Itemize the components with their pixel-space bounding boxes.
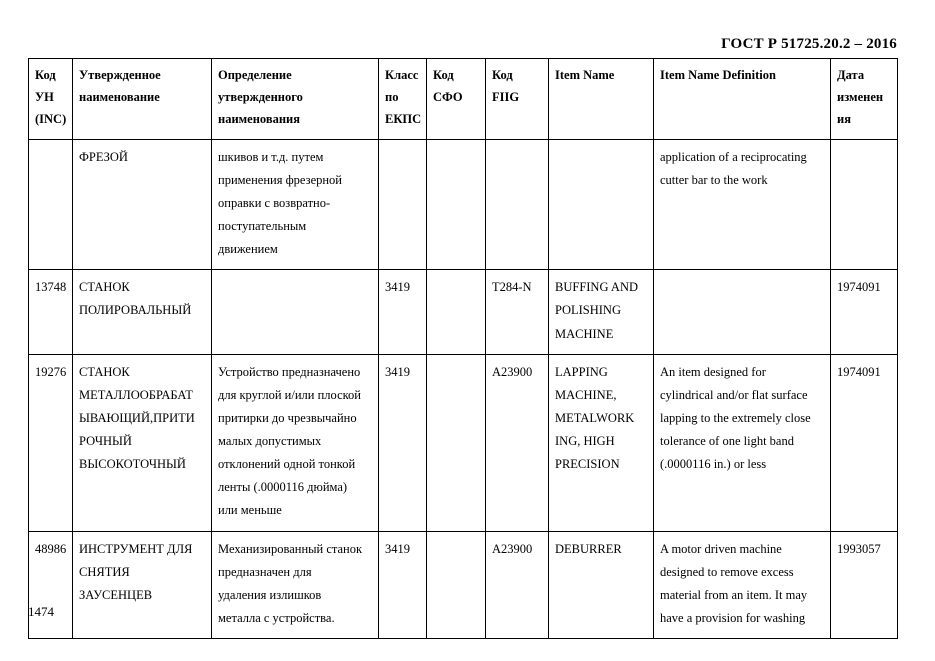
- cell-code-un: [29, 139, 73, 270]
- cell-code-un: 13748: [29, 270, 73, 354]
- table-header-row: [29, 59, 898, 140]
- table-row: [29, 139, 898, 270]
- col-header-definition: Определение утвержденного наименования: [212, 59, 379, 140]
- cell-item-name: BUFFING AND POLISHING MACHINE: [549, 270, 654, 354]
- cell-sfo-code: [427, 531, 486, 639]
- cell-definition: [212, 270, 379, 354]
- cell-approved-name: ФРЕЗОЙ: [73, 139, 212, 270]
- table-row: [29, 354, 898, 531]
- col-header-code-un: Код УН (INC): [29, 59, 73, 140]
- col-header-fiig-code: Код FIIG: [486, 59, 549, 140]
- standard-header: ГОСТ Р 51725.20.2 – 2016: [721, 36, 897, 52]
- col-header-ekps-class: Класс по ЕКПС: [379, 59, 427, 140]
- cell-change-date: 1974091: [831, 354, 898, 531]
- cell-sfo-code: [427, 139, 486, 270]
- cell-item-name: DEBURRER: [549, 531, 654, 639]
- col-header-item-name-definition: Item Name Definition: [654, 59, 831, 140]
- cell-approved-name: СТАНОК ПОЛИРОВАЛЬНЫЙ: [73, 270, 212, 354]
- cell-item-name-definition: [654, 270, 831, 354]
- cell-definition: Механизированный станок предназначен для удаления излишков металла с устройства.: [212, 531, 379, 639]
- page-number: 1474: [28, 604, 54, 619]
- table-row: [29, 270, 898, 354]
- cell-change-date: [831, 139, 898, 270]
- gost-table: [28, 58, 898, 639]
- cell-fiig-code: A23900: [486, 354, 549, 531]
- cell-fiig-code: A23900: [486, 531, 549, 639]
- cell-sfo-code: [427, 270, 486, 354]
- col-header-sfo-code: Код СФО: [427, 59, 486, 140]
- cell-change-date: 1993057: [831, 531, 898, 639]
- cell-item-name-definition: An item designed for cylindrical and/or flat surface lapping to the extremely close tolerance of one light band (.0000116 in.) or less: [654, 354, 831, 531]
- cell-item-name: [549, 139, 654, 270]
- cell-sfo-code: [427, 354, 486, 531]
- cell-change-date: 1974091: [831, 270, 898, 354]
- cell-item-name: LAPPING MACHINE, METALWORK ING, HIGH PRECISION: [549, 354, 654, 531]
- cell-approved-name: СТАНОК МЕТАЛЛООБРАБАТ ЫВАЮЩИЙ,ПРИТИ РОЧНЫЙ ВЫСОКОТОЧНЫЙ: [73, 354, 212, 531]
- col-header-change-date: Дата изменен ия: [831, 59, 898, 140]
- cell-code-un: 19276: [29, 354, 73, 531]
- col-header-approved-name: Утвержденное наименование: [73, 59, 212, 140]
- cell-ekps-class: 3419: [379, 531, 427, 639]
- cell-item-name-definition: A motor driven machine designed to remove excess material from an item. It may have a provision for washing: [654, 531, 831, 639]
- cell-ekps-class: 3419: [379, 354, 427, 531]
- table-row: [29, 531, 898, 639]
- cell-ekps-class: 3419: [379, 270, 427, 354]
- cell-approved-name: ИНСТРУМЕНТ ДЛЯ СНЯТИЯ ЗАУСЕНЦЕВ: [73, 531, 212, 639]
- cell-item-name-definition: application of a reciprocating cutter bar to the work: [654, 139, 831, 270]
- cell-fiig-code: [486, 139, 549, 270]
- cell-code-un: 48986: [29, 531, 73, 639]
- cell-fiig-code: T284-N: [486, 270, 549, 354]
- col-header-item-name: Item Name: [549, 59, 654, 140]
- cell-definition: шкивов и т.д. путем применения фрезерной оправки с возвратно- поступательным движением: [212, 139, 379, 270]
- cell-ekps-class: [379, 139, 427, 270]
- cell-definition: Устройство предназначено для круглой и/или плоской притирки до чрезвычайно малых допустимых отклонений одной тонкой ленты (.0000116 дюйма) или меньше: [212, 354, 379, 531]
